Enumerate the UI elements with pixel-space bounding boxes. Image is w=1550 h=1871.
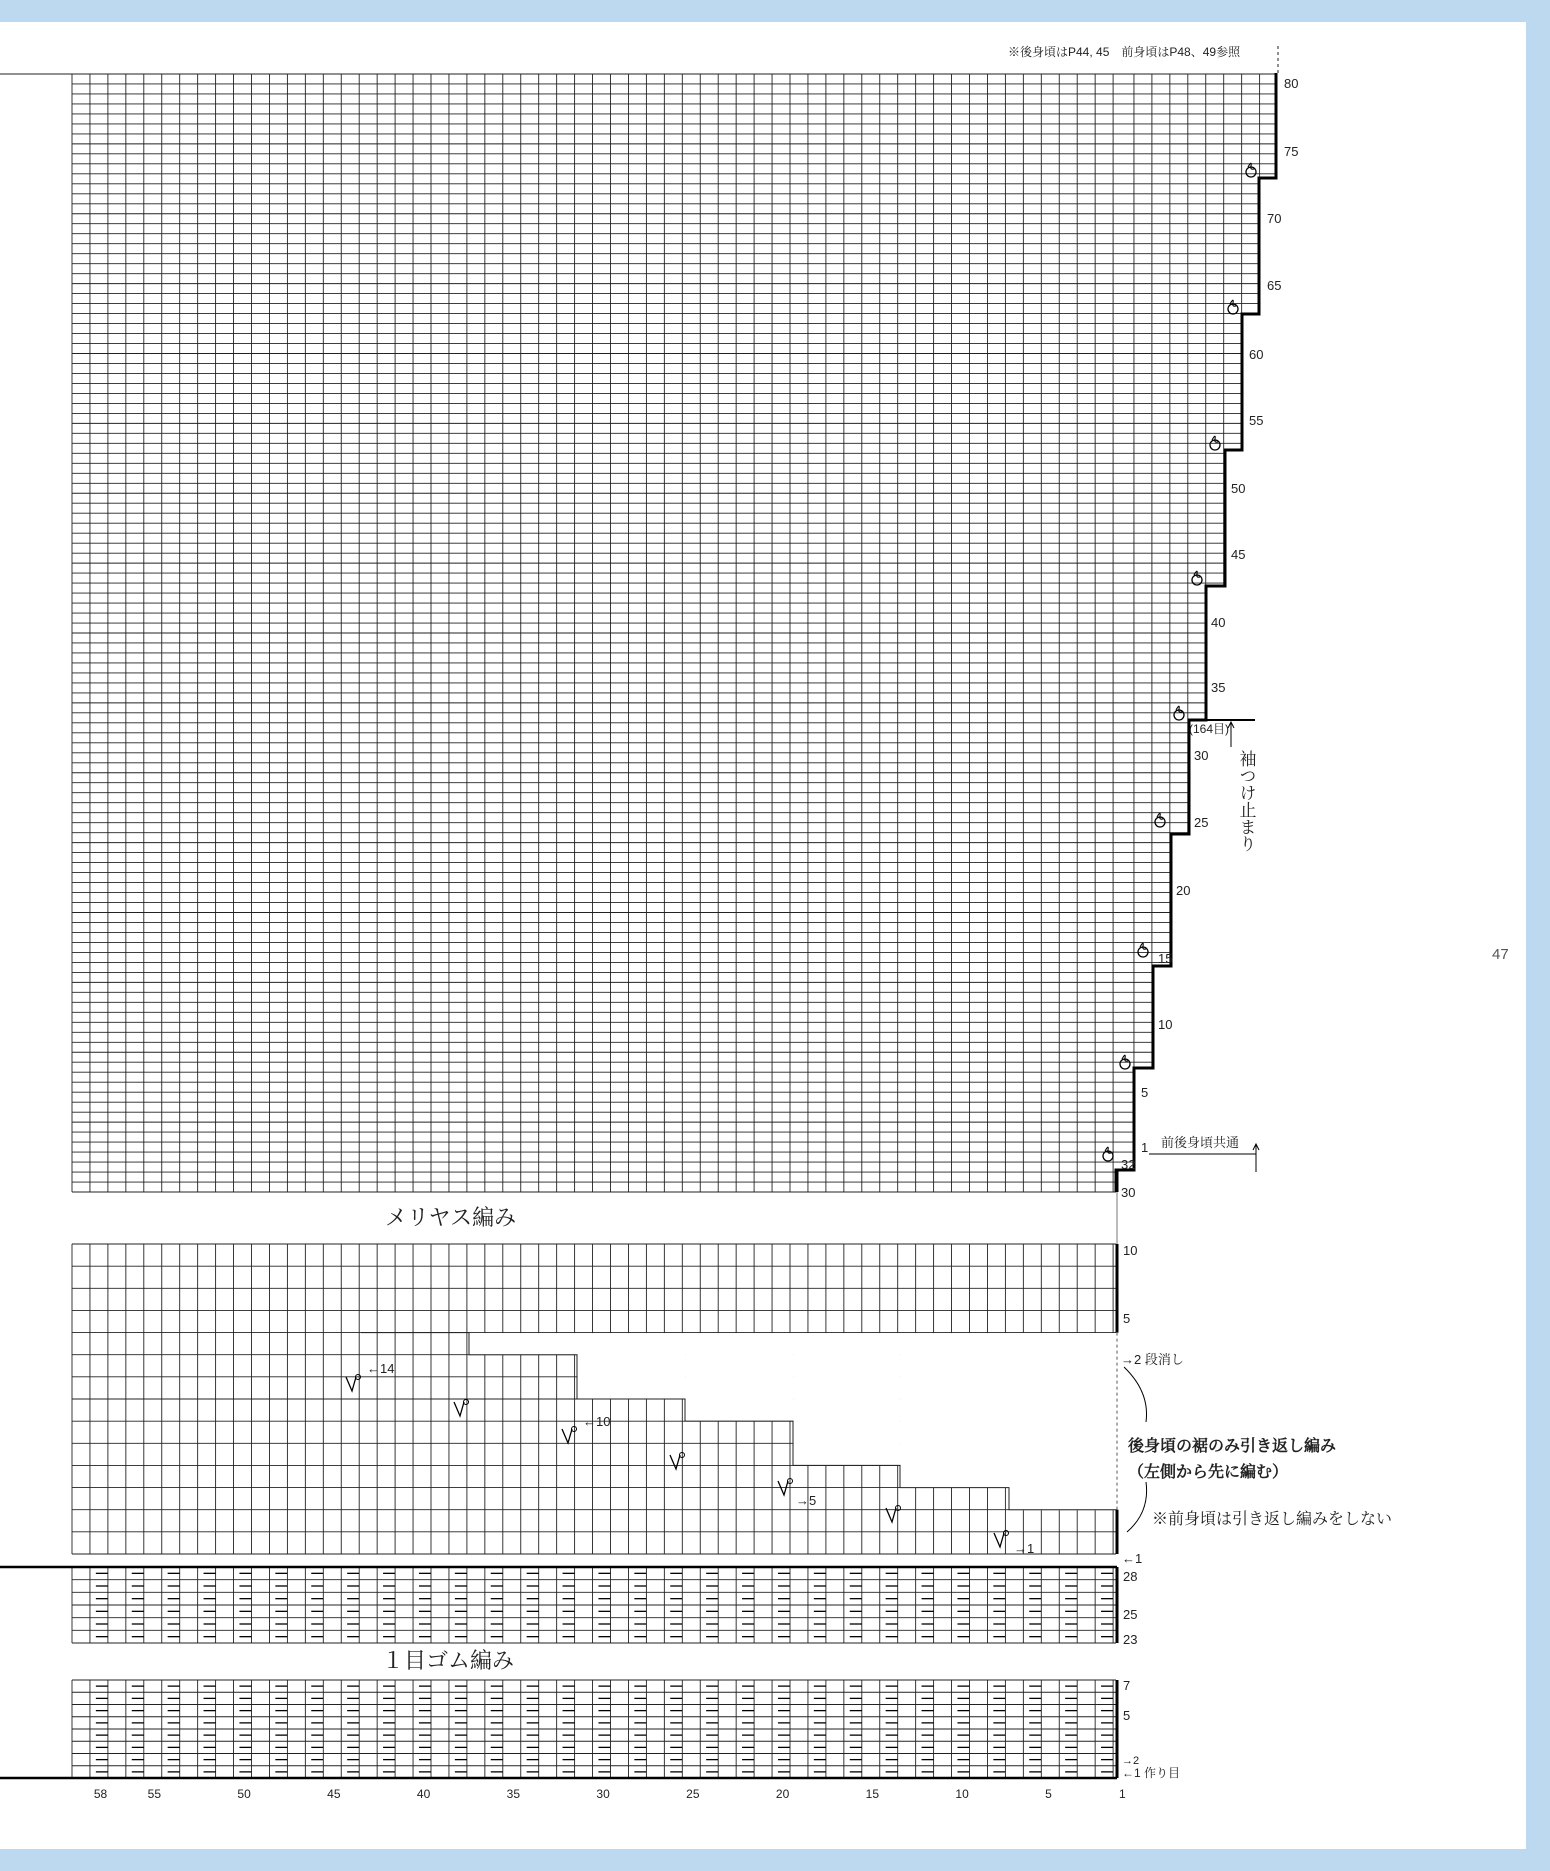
row-label: 20 [1176,883,1191,898]
pattern-page [0,22,1526,1849]
column-label: 10 [955,1787,969,1801]
outline-layer [0,73,1276,1778]
short-row-label: ←14 [367,1361,395,1376]
row-label: 15 [1158,951,1173,966]
slip-stitch-icon [562,1429,572,1443]
column-label: 40 [416,1787,431,1801]
row-label: 80 [1284,76,1299,91]
row-label: 35 [1211,680,1226,695]
row-label: 65 [1267,278,1282,293]
sleeve-stop-label: 袖つけ止まり [1236,750,1256,852]
column-label: 20 [775,1787,790,1801]
brace-curve [1127,1482,1147,1532]
row-label: 1 [1141,1140,1149,1155]
column-label: 55 [147,1787,162,1801]
row-label: 75 [1284,144,1299,159]
row-label: 10 [1123,1243,1138,1258]
short-rows-title: 後身頃の裾のみ引き返し編み [1128,1438,1337,1455]
column-label: 15 [865,1787,880,1801]
increase-icon [1157,813,1163,819]
short-row-label: →5 [796,1493,817,1508]
row-1-arrow: ←1 [1122,1551,1143,1566]
short-row-mask [901,1333,1010,1488]
column-label: 58 [93,1787,108,1801]
row-label: 30 [1194,748,1209,763]
page-number: 47 [1492,946,1509,963]
slip-stitch-icon [572,1427,577,1432]
short-row-label: ←10 [583,1414,611,1429]
row-label: 55 [1249,413,1264,428]
increase-icon [1176,706,1182,712]
column-label: 5 [1045,1787,1052,1801]
section-title-ribbing: １目ゴム編み [382,1648,515,1673]
section-title-stockinette: メリヤス編み [385,1205,517,1230]
column-label: 1 [1118,1787,1126,1801]
row-label: 25 [1123,1607,1138,1622]
short-row-mask [1010,1333,1118,1510]
row-label: 23 [1123,1632,1138,1647]
dan-keshi-label: →2 段消し [1121,1352,1184,1367]
slip-stitch-icon [994,1533,1004,1547]
increase-icon [1140,943,1146,949]
short-row-mask [794,1333,901,1465]
row-label: 60 [1249,347,1264,362]
short-row-mask [470,1333,578,1355]
column-label: 45 [327,1787,341,1801]
column-label: 50 [237,1787,251,1801]
row-label: 10 [1158,1017,1173,1032]
increase-staircase-outline [1116,73,1276,1192]
row-label: 5 [1123,1708,1131,1723]
brace-curve [1124,1367,1147,1422]
row-label: 70 [1267,211,1282,226]
slip-stitch-icon [1004,1531,1009,1536]
row-2-arrow: →2 [1122,1755,1140,1767]
slip-stitch-icon [670,1455,680,1469]
short-row-mask [578,1333,686,1399]
increase-icon [1194,571,1200,577]
stitch-count: (164目) [1189,722,1230,736]
knitting-chart [0,22,1526,1849]
short-rows-sub: （左側から先に編む） [1128,1464,1289,1481]
slip-stitch-icon [346,1377,356,1391]
row-label: 28 [1123,1569,1138,1584]
row-label: 25 [1194,815,1209,830]
row-label: 30 [1121,1185,1136,1200]
slip-stitch-icon [464,1400,469,1405]
grid-layer [0,46,1278,1778]
row-label: 40 [1211,615,1226,630]
row-label: 5 [1141,1085,1149,1100]
row-label: 45 [1231,547,1246,562]
row-label: 50 [1231,481,1246,496]
column-label: 30 [596,1787,610,1801]
front-note: ※前身頃は引き返し編みをしない [1152,1511,1393,1528]
column-label: 35 [506,1787,521,1801]
reference-note: ※後身頃はP44, 45 前身頃はP48、49参照 [1008,45,1241,59]
increase-icon [1212,436,1218,442]
row-label: 32 [1121,1157,1136,1172]
slip-stitch-icon [454,1402,464,1416]
short-row-label: →1 [1014,1541,1035,1556]
increase-icon [1122,1055,1128,1061]
shared-front-back: 前後身頃共通 [1161,1135,1240,1150]
short-row-mask [686,1333,794,1421]
cast-on-label: ←1 作り目 [1122,1766,1181,1780]
row-label: 7 [1123,1678,1131,1693]
row-label: 5 [1123,1311,1131,1326]
column-label: 25 [686,1787,700,1801]
